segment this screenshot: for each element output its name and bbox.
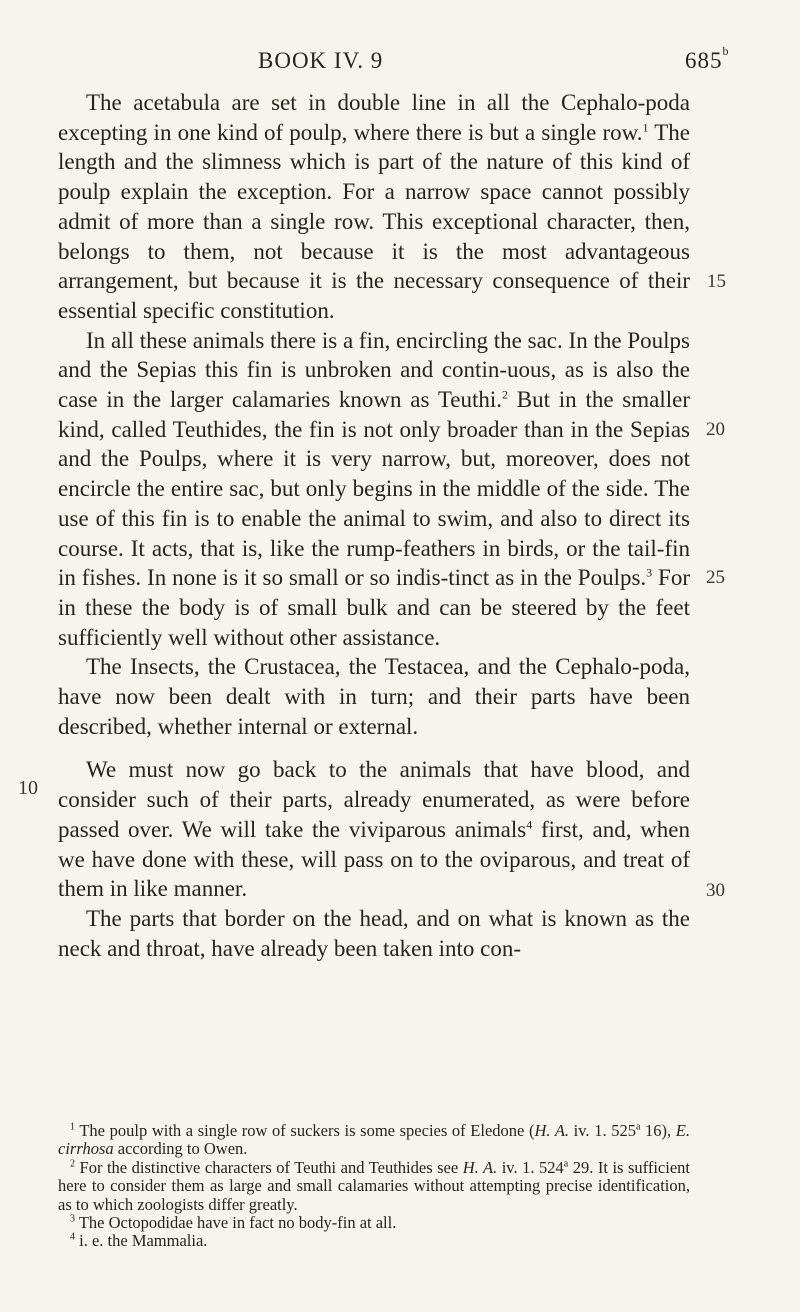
footnote-ref-2[interactable]: 2 <box>502 387 509 402</box>
page-number-value: 685 <box>685 48 723 73</box>
footnote-1-text-d: according to Owen. <box>113 1139 248 1159</box>
footnote-1-text-c: 16), <box>640 1121 676 1140</box>
page-number <box>685 44 730 74</box>
section-number-10: 10 <box>18 777 38 799</box>
line-number-20: 20 <box>706 419 725 440</box>
footnote-2-text-a: For the distinctive characters of Teuthi and Teuthides see <box>75 1157 463 1177</box>
line-number-30: 30 <box>706 880 725 901</box>
footnote-1-number: 1 <box>70 1121 75 1133</box>
paragraph-1 <box>58 88 690 326</box>
footnote-1-text-a: The poulp with a single row of suckers is some species of Eledone ( <box>75 1121 535 1140</box>
footnote-2 <box>58 1159 690 1214</box>
paragraph-1-text-b: The length and the slimness which is part of the nature of this kind of poulp explain the exception. For a narrow space cannot possibly admit of more than a single row. This exceptional character, then, belongs to them, not because it is the most advantageous arrangement, but because it is the necessary consequence of their essential specific constitution. <box>58 119 690 323</box>
paragraph-4-text-b: first, and, when we have done with these, will pass on to the oviparous, and treat of them in like manner. <box>58 816 691 902</box>
paragraph-2-text-a: In all these animals there is a fin, encircling the sac. In the Poulps and the Sepias this fin is unbroken and contin-uous, as is also the case in the larger calamaries known as Teuthi. <box>58 327 690 413</box>
footnote-3 <box>58 1214 690 1232</box>
footnotes <box>58 1122 690 1251</box>
paragraph-4-text-a: We must now go back to the animals that have blood, and consider such of their parts, already enumerated, as were before passed over. We will take the viviparous animals <box>58 757 690 842</box>
footnote-1 <box>58 1122 690 1159</box>
paragraph-3: The Insects, the Crustacea, the Testacea, and the Cephalo-poda, have now been dealt with in turn; and their parts have been described, whether internal or external. <box>58 654 690 739</box>
footnote-2-text-b: iv. 1. 524 <box>497 1157 564 1177</box>
footnote-ref-1[interactable]: 1 <box>642 120 649 135</box>
footnote-2-column: a <box>563 1158 569 1170</box>
footnote-1-column: a <box>635 1121 641 1133</box>
paragraph-2-text-b: But in the smaller kind, called Teuthides, the fin is not only broader than in the Sepias and the Poulps, where it is very narrow, but, moreover, does not encircle the entire sac, but only begins in the middle of the side. The use of this fin is to enable the animal to swim, and also to direct its course. It acts, that is, like the rump-feathers in birds, or the tail-fin in fishes. In none is it so small or so indis-tinct as in the Poulps. <box>58 387 691 591</box>
page-number-suffix: b <box>722 44 730 59</box>
footnote-ref-4[interactable]: 4 <box>526 817 533 832</box>
footnote-1-work: H. A. <box>534 1121 570 1140</box>
paragraph-5: The parts that border on the head, and on what is known as the neck and throat, have already been taken into con- <box>58 905 690 961</box>
footnote-2-work: H. A. <box>462 1157 498 1177</box>
paragraph-2 <box>58 326 690 653</box>
footnote-2-text-c: 29. It is sufficient here to consider them as large and small calamaries without attempting precise identification, as to which zoologists differ greatly. <box>58 1157 690 1214</box>
paragraph-2-text-c: For in these the body is of small bulk and can be steered by the feet sufficiently well without other assistance. <box>58 565 690 650</box>
running-title: BOOK IV. 9 <box>258 48 384 73</box>
footnote-2-number: 2 <box>70 1158 75 1170</box>
paragraph-4 <box>58 755 690 904</box>
footnote-3-number: 3 <box>70 1213 75 1225</box>
paragraph-1-text-a: The acetabula are set in double line in all the Cephalo-poda excepting in one kind of poulp, where there is but a single row. <box>58 90 690 145</box>
footnote-ref-3[interactable]: 3 <box>646 565 653 580</box>
line-number-25: 25 <box>706 567 725 588</box>
footnote-1-text-b: iv. 1. 525 <box>569 1121 636 1140</box>
main-text <box>58 88 690 963</box>
footnote-3-text: The Octopodidae have in fact no body-fin at all. <box>75 1213 397 1233</box>
footnote-1-species: E. cirrhosa <box>58 1121 690 1159</box>
footnote-4-text: i. e. the Mammalia. <box>75 1231 208 1251</box>
running-header <box>0 42 800 82</box>
line-number-15: 15 <box>707 271 726 292</box>
footnote-4 <box>58 1232 690 1250</box>
footnote-4-number: 4 <box>70 1231 75 1243</box>
